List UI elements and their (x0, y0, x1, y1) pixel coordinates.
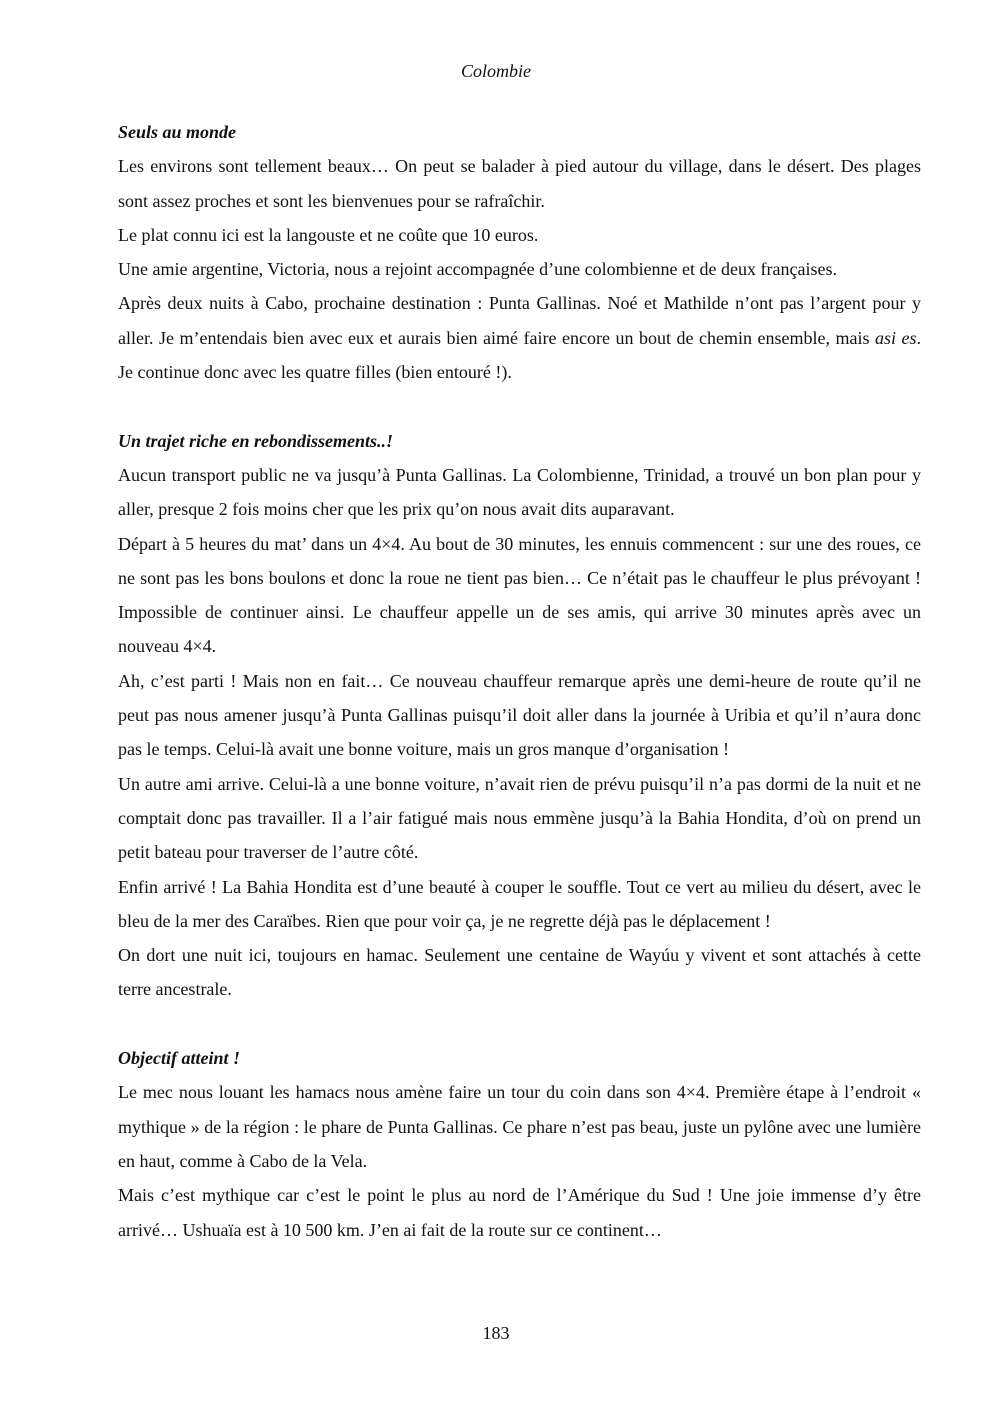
page-number: 183 (482, 1323, 510, 1343)
paragraph: Un autre ami arrive. Celui-là a une bonne voiture, n’avait rien de prévu puisqu’il n’a pas dormi de la nuit et ne comptait donc pas travailler. Il a l’air fatigué mais nous emmène jusqu’à la Bahia Hondita, d’où on prend un petit bateau pour traverser de l’autre côté. (118, 773, 921, 863)
section-title: Un trajet riche en rebondissements..! (118, 430, 394, 451)
page-body (118, 115, 921, 1247)
paragraph: On dort une nuit ici, toujours en hamac. Seulement une centaine de Wayúu y vivent et sont attachés à cette terre ancestrale. (118, 945, 921, 1000)
running-header: Colombie (461, 61, 531, 81)
section-un-trajet-riche (118, 424, 921, 1007)
paragraph: Mais c’est mythique car c’est le point le plus au nord de l’Amérique du Sud ! Une joie immense d’y être arrivé… Ushuaïa est à 10 500 km. J’en ai fait de la route sur ce continent… (118, 1185, 921, 1240)
paragraph: Les environs sont tellement beaux… On peut se balader à pied autour du village, dans le désert. Des plages sont assez proches et sont les bienvenues pour se rafraîchir. (118, 156, 921, 211)
section-title: Seuls au monde (118, 122, 237, 142)
paragraph (118, 286, 921, 389)
paragraph: Le mec nous louant les hamacs nous amène faire un tour du coin dans son 4×4. Première étape à l’endroit « mythique » de la région : le phare de Punta Gallinas. Ce phare n’est pas beau, juste un pylône avec une lumière en haut, comme à Cabo de la Vela. (118, 1082, 921, 1171)
paragraph: Enfin arrivé ! La Bahia Hondita est d’une beauté à couper le souffle. Tout ce vert au milieu du désert, avec le bleu de la mer des Caraïbes. Rien que pour voir ça, je ne regrette déjà pas le déplacement ! (118, 876, 921, 931)
paragraph: Aucun transport public ne va jusqu’à Punta Gallinas. La Colombienne, Trinidad, a trouvé un bon plan pour y aller, presque 2 fois moins cher que les prix qu’on nous avait dits auparavant. (118, 464, 921, 520)
paragraph: Une amie argentine, Victoria, nous a rejoint accompagnée d’une colombienne et de deux françaises. (118, 259, 837, 280)
paragraph: Le plat connu ici est la langouste et ne coûte que 10 euros. (118, 224, 539, 245)
paragraph: Ah, c’est parti ! Mais non en fait… Ce nouveau chauffeur remarque après une demi-heure de route qu’il ne peut pas nous amener jusqu’à Punta Gallinas puisqu’il doit aller dans la journée à Uribia et qu’il n’aura donc pas le temps. Celui-là avait une bonne voiture, mais un gros manque d’organisation ! (118, 670, 921, 760)
section-objectif-atteint (118, 1041, 921, 1247)
section-seuls-au-monde (118, 115, 921, 389)
paragraph-text: Après deux nuits à Cabo, prochaine destination : Punta Gallinas. Noé et Mathilde n’ont pas l’argent pour y aller. Je m’entendais bien avec eux et aurais bien aimé faire encore un bout de chemin ensemble, mais (118, 293, 921, 348)
section-title: Objectif atteint ! (118, 1048, 240, 1069)
paragraph-text: . Je continue donc avec les quatre filles (bien entouré !). (118, 327, 921, 383)
paragraph: Départ à 5 heures du mat’ dans un 4×4. Au bout de 30 minutes, les ennuis commencent : sur une des roues, ce ne sont pas les bons boulons et donc la roue ne tient pas bien… Ce n’était pas le chauffeur le plus prévoyant ! Impossible de continuer ainsi. Le chauffeur appelle un de ses amis, qui arrive 30 minutes après avec un nouveau 4×4. (118, 533, 921, 657)
italic-phrase: asi es (874, 327, 917, 348)
